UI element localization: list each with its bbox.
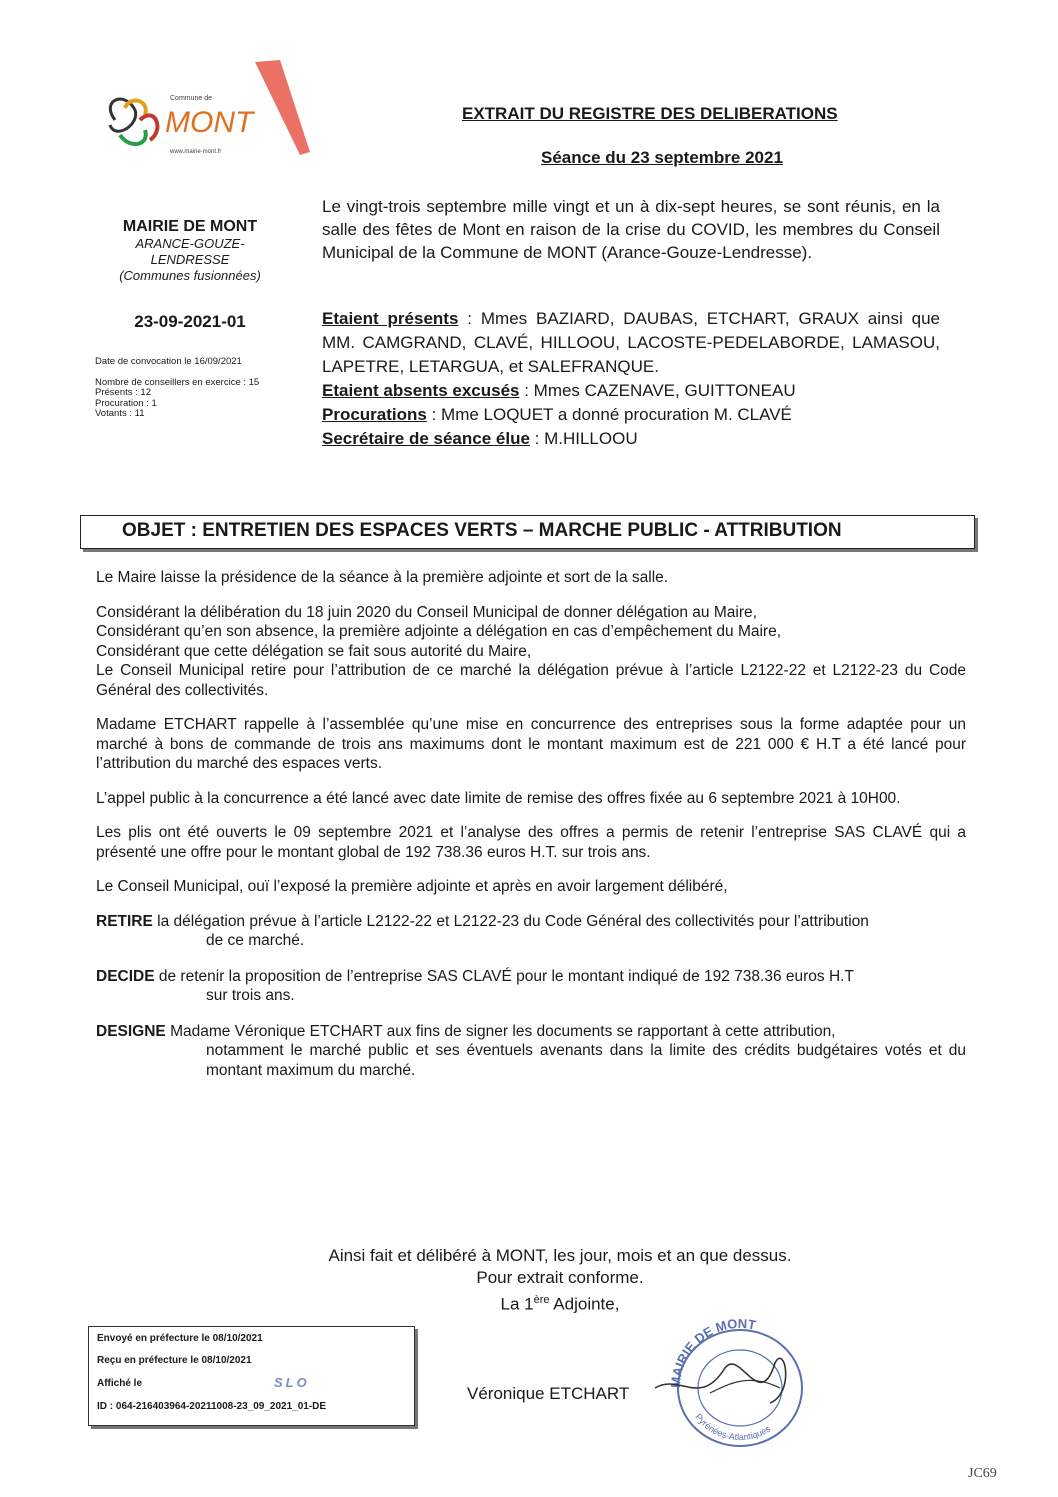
convocation-meta (95, 357, 295, 420)
commune-line-1: ARANCE-GOUZE- (135, 236, 245, 251)
presents-text: : Mmes BAZIARD, DAUBAS, ETCHART, GRAUX ainsi que MM. CAMGRAND, CLAVÉ, HILLOOU, LACOSTE-PEDELABORDE, LAMASOU, LAPETRE, LETARGUA, et SALEFRANQUE. (322, 309, 940, 376)
logo-url: www.mairie-mont.fr (170, 149, 222, 155)
procuration-count: Procuration : 1 (95, 397, 157, 409)
logo-subtext: Commune de (170, 95, 213, 102)
adjointe-prefix: La 1 (500, 1294, 534, 1314)
decision-designe (96, 1022, 966, 1081)
body-paragraph-6: Le Conseil Municipal, ouï l’exposé la première adjointe et après en avoir largement délibéré, (96, 878, 728, 895)
svg-text:MAIRIE DE MONT (668, 1316, 757, 1388)
presents-label: Etaient présents (322, 309, 459, 328)
decide-keyword: DECIDE (96, 967, 155, 985)
page-code: JC69 (968, 1466, 997, 1481)
secretaire-label: Secrétaire de séance élue (322, 429, 530, 448)
body-paragraph-1: Le Maire laisse la présidence de la séance à la première adjointe et sort de la salle. (96, 569, 669, 586)
presents-line (322, 307, 940, 379)
intro-paragraph: Le vingt-trois septembre mille vingt et un à dix-sept heures, se sont réunis, en la salle des fêtes de Mont en raison de la crise du COVID, les membres du Conseil Municipal de la Commune de MONT (Arance-Gouze-Lendresse). (322, 197, 940, 262)
body-paragraph-4: L’appel public à la concurrence a été lancé avec date limite de remise des offres fixée au 6 septembre 2021 à 10H00. (96, 789, 901, 807)
absents-label: Etaient absents excusés (322, 381, 520, 400)
decision-retire (96, 912, 966, 951)
designe-keyword: DESIGNE (96, 1022, 166, 1040)
retire-text: la délégation prévue à l’article L2122-22 et L2122-23 du Code Général des collectivités pour l’attribution (152, 912, 869, 930)
logo-text: MONT (165, 106, 254, 139)
svg-text:Pyrénées-Atlantiques (693, 1412, 772, 1442)
closing-line-1: Ainsi fait et délibéré à MONT, les jour, mois et an que dessus. (328, 1246, 792, 1265)
signatory-name: Véronique ETCHART (467, 1384, 630, 1403)
commune-line-3: (Communes fusionnées) (119, 268, 261, 283)
retire-keyword: RETIRE (96, 912, 153, 930)
designe-text: Madame Véronique ETCHART aux fins de signer les documents se rapportant à cette attribution, (165, 1022, 836, 1040)
procurations-text: : Mme LOQUET a donné procuration M. CLAVÉ (426, 405, 792, 424)
considerant-1: Considérant la délibération du 18 juin 2020 du Conseil Municipal de donner délégation au Maire, (96, 603, 757, 621)
pref-affiche: Affiché le (97, 1378, 143, 1389)
retrait-delegation: Le Conseil Municipal retire pour l’attribution de ce marché la délégation prévue à l’article L2122-22 et L2122-23 du Code Général des collectivités. (96, 662, 966, 699)
absents-line (322, 379, 940, 403)
conseillers-count: Nombre de conseillers en exercice : 15 (95, 376, 260, 388)
decide-continuation: sur trois ans. (206, 987, 295, 1004)
objet-title: OBJET : ENTRETIEN DES ESPACES VERTS – MARCHE PUBLIC - ATTRIBUTION (122, 520, 842, 541)
pref-recu: Reçu en préfecture le 08/10/2021 (97, 1355, 252, 1366)
body-paragraph-2 (96, 603, 966, 701)
register-title: EXTRAIT DU REGISTRE DES DELIBERATIONS (462, 104, 838, 123)
retire-continuation: de ce marché. (206, 932, 305, 949)
commune-line-2: LENDRESSE (150, 252, 230, 267)
attendance-block (322, 307, 940, 451)
considerant-2: Considérant qu’en son absence, la première adjointe a délégation en cas d’empêchement du Maire, (96, 623, 782, 640)
procurations-label: Procurations (322, 405, 427, 424)
absents-text: : Mmes CAZENAVE, GUITTONEAU (519, 381, 796, 400)
session-date: Séance du 23 septembre 2021 (541, 148, 783, 167)
decision-decide (96, 967, 966, 1006)
closing-block (290, 1245, 830, 1316)
mairie-block (100, 218, 280, 332)
considerant-3: Considérant que cette délégation se fait sous autorité du Maire, (96, 642, 532, 660)
stamp-bottom-text: Pyrénées-Atlantiques (693, 1411, 773, 1443)
presents-count: Présents : 12 (95, 387, 151, 398)
closing-line-2: Pour extrait conforme. (476, 1268, 644, 1287)
decide-text: de retenir la proposition de l’entreprise SAS CLAVÉ pour le montant indiqué de 192 738.36 euros H.T (154, 967, 854, 985)
adjointe-suffix: Adjointe, (549, 1294, 620, 1314)
mairie-stamp (650, 1313, 820, 1453)
mont-logo (95, 60, 315, 170)
secretaire-line (322, 427, 940, 451)
body-paragraph-5: Les plis ont été ouverts le 09 septembre 2021 et l’analyse des offres a permis de retenir l’entreprise SAS CLAVÉ qui a présenté une offre pour le montant global de 192 738.36 euros H.T. sur trois ans. (96, 824, 966, 861)
deliberation-number: 23-09-2021-01 (134, 312, 246, 331)
mairie-name: MAIRIE DE MONT (122, 218, 258, 235)
stamp-text: MAIRIE DE MONT (667, 1315, 758, 1389)
closing-line-3 (290, 1289, 830, 1316)
pref-envoye: Envoyé en préfecture le 08/10/2021 (97, 1333, 263, 1344)
prefecture-box (88, 1326, 415, 1426)
secretaire-text: : M.HILLOOU (529, 429, 638, 448)
adjointe-sup: ère (533, 1294, 550, 1306)
deliberation-body (96, 568, 966, 1096)
votants-count: Votants : 11 (95, 408, 145, 419)
convocation-date: Date de convocation le 16/09/2021 (95, 356, 242, 367)
pref-id: ID : 064-216403964-20211008-23_09_2021_01-DE (97, 1401, 327, 1412)
designe-continuation: notamment le marché public et ses éventuels avenants dans la limite des crédits budgétaires votés et du montant maximum du marché. (206, 1042, 966, 1079)
body-paragraph-3: Madame ETCHART rappelle à l’assemblée qu’une mise en concurrence des entreprises sous la forme adaptée pour un marché à bons de commande de trois ans maximums dont le montant maximum est de 221 000 € H.T a été lancé pour l’attribution du marché des espaces verts. (96, 716, 966, 772)
procurations-line (322, 403, 940, 427)
slo-logo: SLO (274, 1375, 310, 1390)
